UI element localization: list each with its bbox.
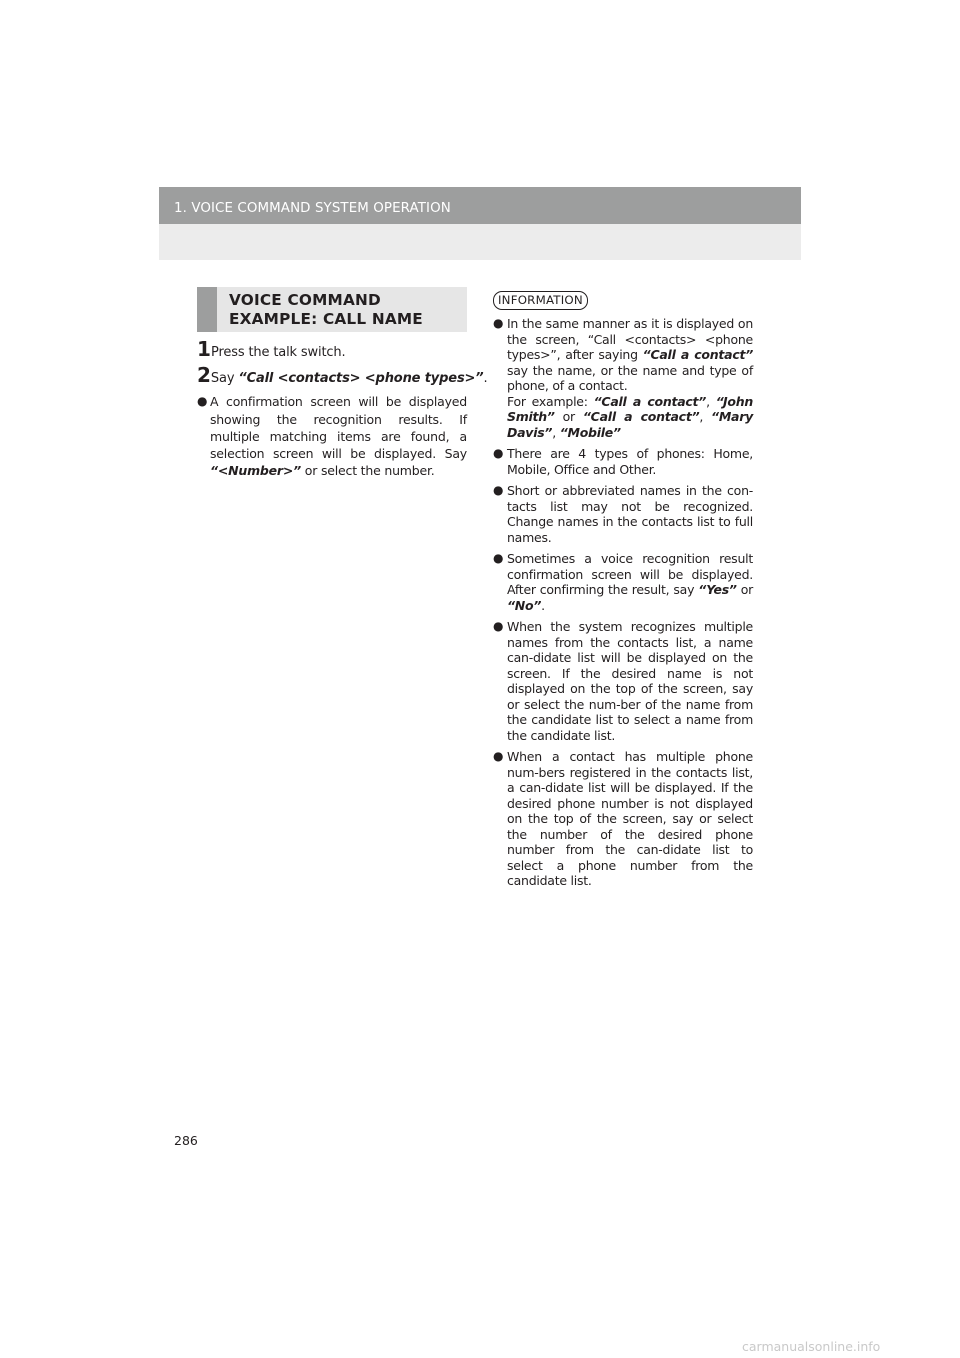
bullet-icon: ● [493, 619, 504, 633]
voice-command: “Call <contacts> <phone types>” [238, 371, 484, 387]
info-item-6 [493, 749, 753, 889]
voice-command: “No” [507, 597, 542, 613]
info-item-3 [493, 483, 753, 545]
info-item-4 [493, 551, 753, 613]
info-item-1 [493, 316, 753, 440]
bullet-icon: ● [493, 483, 504, 497]
step-suffix: . [483, 371, 488, 387]
bullet-icon: ● [493, 446, 504, 460]
voice-command: “Yes” [698, 582, 737, 597]
bullet-icon: ● [493, 316, 504, 330]
section-heading [197, 287, 467, 332]
step-text [211, 370, 488, 387]
bullet-item [197, 393, 467, 479]
voice-command: “<Number>” [210, 463, 302, 479]
heading-line-1: VOICE COMMAND [229, 291, 381, 309]
information-column [493, 291, 753, 895]
bullet-text: A confirmation screen will be displayed showing the recognition results. If multiple matching items are found, a selection screen will be displayed. Say “<Number>” or select the number. [210, 394, 467, 479]
watermark: carmanualsonline.info [742, 1339, 881, 1354]
voice-command: “John Smith” [507, 393, 754, 424]
header-subband [159, 224, 801, 260]
bullet-icon: ● [493, 551, 504, 565]
bullet-icon: ● [197, 394, 208, 409]
info-text: Short or abbreviated names in the con-tacts list may not be recognized. Change names in the contacts list to full names. [507, 483, 753, 545]
step-prefix: Say [210, 371, 239, 387]
information-tag: INFORMATION [493, 291, 588, 310]
step-1 [197, 337, 467, 361]
heading-accent-bar [197, 287, 217, 332]
info-text: Sometimes a voice recognition result confirmation screen will be displayed. After confirming the result, say “Yes” or “No”. [507, 551, 754, 613]
info-text: When a contact has multiple phone num-bers registered in the contacts list, a can-didate list will be displayed. If the desired phone number is not displayed on the top of the screen, say or select the number of the desired phone number from the can-didate list to select a phone number from the candidate list. [507, 749, 753, 888]
voice-command: “Call a contact” [593, 393, 707, 409]
voice-command: “Call a contact” [582, 409, 700, 424]
bullet-icon: ● [493, 749, 504, 763]
step-text: Press the talk switch. [211, 345, 346, 360]
voice-command: “Mary Davis” [507, 409, 754, 440]
instructions-column [197, 337, 488, 479]
heading-text [229, 291, 423, 328]
info-item-5 [493, 619, 753, 743]
voice-command: “Call a contact” [642, 347, 753, 362]
info-item-2 [493, 446, 753, 477]
info-text: There are 4 types of phones: Home, Mobile, Office and Other. [507, 446, 753, 477]
step-number: 1 [197, 337, 211, 361]
section-title: 1. VOICE COMMAND SYSTEM OPERATION [174, 201, 451, 216]
page-number: 286 [174, 1133, 198, 1148]
info-text: When the system recognizes multiple names from the contacts list, a name can-didate list will be displayed on the screen. If the desired name is not displayed on the top of the screen, say or select the num-ber of the name from the candidate list to select a name from the candidate list. [507, 619, 753, 743]
heading-line-2: EXAMPLE: CALL NAME [229, 309, 423, 328]
info-text: In the same manner as it is displayed on the screen, “Call <contacts> <phone types>”, after saying “Call a contact” say the name, or the name and type of phone, of a contact. For example: “Call a contact”, “John Smith” or “Call a contact”, “Mary Davis”, “Mobile” [507, 316, 754, 440]
step-number: 2 [197, 363, 211, 388]
voice-command: “Mobile” [559, 424, 621, 440]
step-2 [197, 363, 488, 388]
